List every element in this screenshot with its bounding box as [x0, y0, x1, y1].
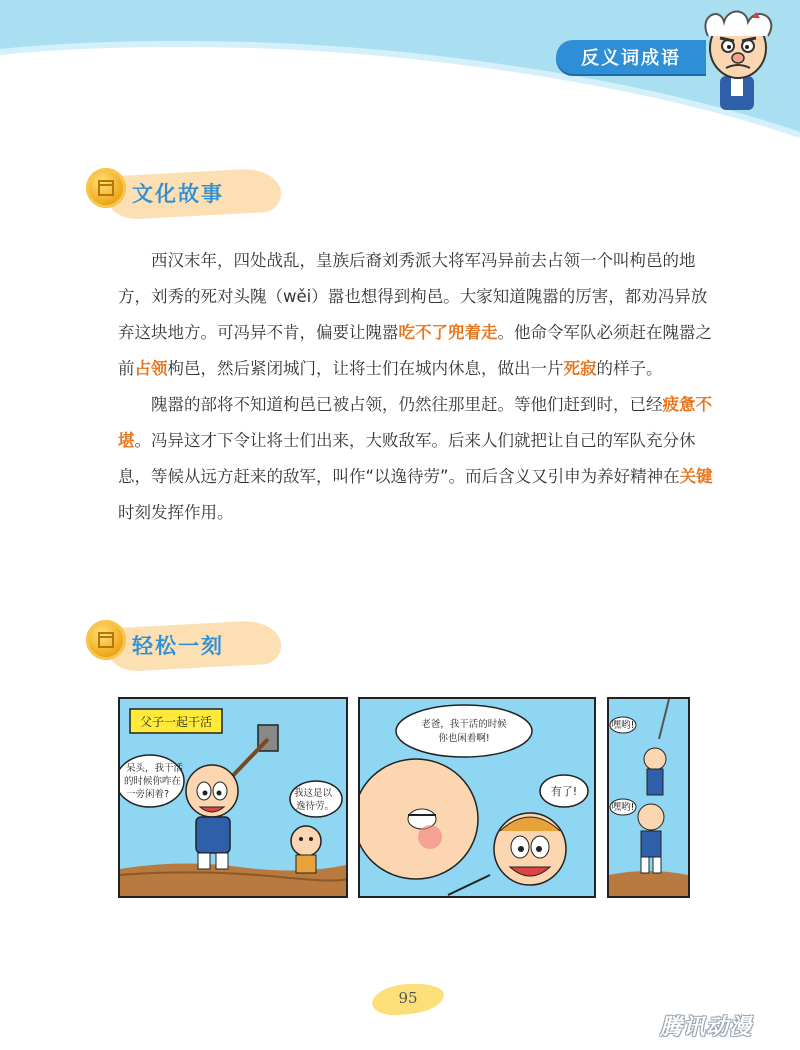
- chapter-tab-label: 反义词成语: [581, 48, 681, 69]
- story-text-segment: 西汉末年，四处战乱，皇族后裔刘秀派大将军冯异前去占领一个叫枸邑的地方，刘秀的死对头隗（wěi）嚣也想得到枸邑。大家知道隗嚣的厉害，都劝冯异放弃这块地方。可冯异不肯，偏要让隗嚣: [118, 251, 708, 342]
- highlight-term: 死寂: [563, 359, 597, 378]
- coin-icon: [86, 620, 126, 660]
- coin-icon: [86, 168, 126, 208]
- page-number: 95: [398, 989, 418, 1007]
- section-title-story: 文化故事: [132, 182, 224, 206]
- comic-caption: 父子一起干活: [139, 715, 213, 729]
- highlight-term: 占领: [134, 359, 168, 378]
- section-header-story: [86, 164, 286, 220]
- bubble-right-line-2: 逸待劳。: [296, 801, 335, 812]
- comic-panel-1: [118, 697, 348, 898]
- bubble-top-line-1: 老爸，我干活的时候: [421, 719, 507, 730]
- bubble-1-text: 嘿哟!: [611, 720, 635, 731]
- comic-panel-2: [358, 697, 596, 898]
- comic-panel-3: [607, 697, 690, 898]
- mascot-old-man-icon: [690, 6, 790, 118]
- bubble-right-line-1: 我这是以: [294, 788, 333, 799]
- highlight-term: 疲惫不堪: [118, 395, 712, 450]
- section-header-relax: [86, 616, 286, 672]
- bubble-top-line-2: 你也闲着啊!: [438, 733, 490, 744]
- story-text-segment: 隗嚣的部将不知道枸邑已被占领，仍然往那里赶。等他们赶到时，已经: [151, 395, 663, 414]
- bubble-2-text: 嘿哟!: [611, 802, 635, 813]
- story-text-segment: 。他命令军队必须赶在隗嚣之前: [118, 323, 712, 378]
- bubble-right-text: 有了!: [550, 785, 578, 798]
- bubble-left-line-2: 的时候你咋在: [124, 776, 182, 787]
- story-text: [118, 243, 718, 531]
- section-title-relax: 轻松一刻: [132, 634, 224, 658]
- watermark-logo: 腾讯动漫: [660, 1015, 753, 1040]
- story-text-segment: 时刻发挥作用。: [118, 503, 234, 522]
- bubble-left-line-1: 呆头，我干活: [126, 763, 184, 774]
- bubble-left-line-3: 一旁闲着?: [126, 789, 170, 800]
- story-text-segment: 。冯异这才下令让将士们出来，大败敌军。后来人们就把让自己的军队充分休息，等候从远方赶来的敌军，叫作“以逸待劳”。而后含义又引申为养好精神在: [118, 431, 696, 486]
- chapter-tab: [556, 40, 706, 74]
- highlight-term: 吃不了兜着走: [398, 323, 498, 342]
- story-paragraph-1: [118, 243, 718, 387]
- page-number-badge: [372, 982, 444, 1018]
- story-text-segment: 枸邑，然后紧闭城门，让将士们在城内休息，做出一片: [167, 359, 564, 378]
- highlight-term: 关键: [679, 467, 713, 486]
- story-paragraph-2: [118, 387, 718, 531]
- story-text-segment: 的样子。: [596, 359, 663, 378]
